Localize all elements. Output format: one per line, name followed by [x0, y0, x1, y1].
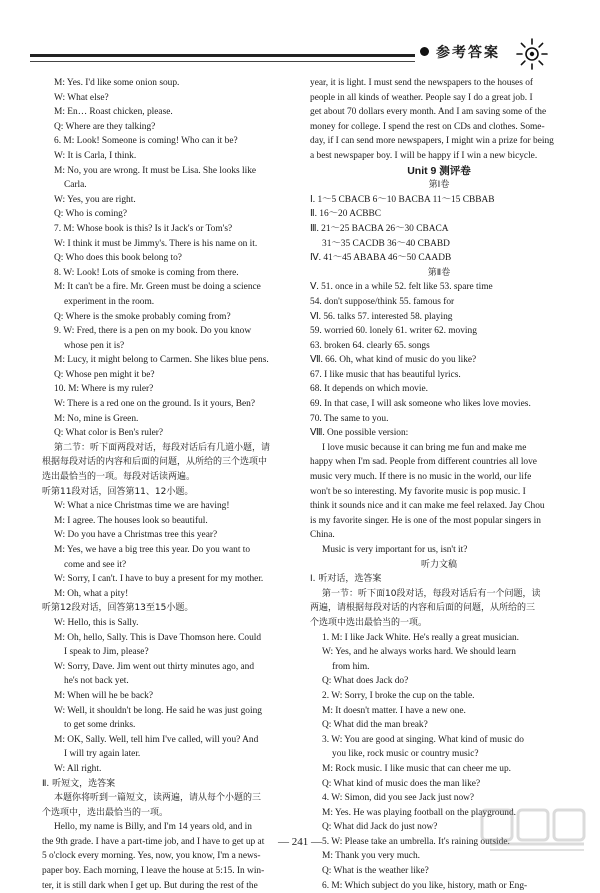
text-line: W: I think it must be Jimmy's. There is his name on it.: [54, 238, 258, 249]
text-line: 根据每段对话的内容和后面的问题，从所给的三个选项中: [42, 457, 268, 468]
text-line: 6. M: Which subject do you like, history, math or Eng-: [322, 880, 528, 891]
text-line: M: Yes. I'd like some onion soup.: [54, 78, 180, 88]
text-line: W: Do you have a Christmas tree this year?: [54, 530, 218, 541]
text-line: Q: Where are they talking?: [54, 121, 156, 132]
text-line: paper boy. Each morning, I leave the house at 5:15. In win-: [42, 866, 265, 877]
text-line: M: Lucy, it might belong to Carmen. She likes blue pens.: [54, 355, 269, 366]
text-line: 2. W: Sorry, I broke the cup on the table.: [322, 690, 475, 701]
text-line: Ⅳ. 41～45 ABABA 46～50 CAADB: [310, 253, 452, 264]
text-line: Music is very important for us, isn't it?: [322, 545, 468, 555]
text-line: 68. It depends on which movie.: [310, 384, 428, 395]
left-column: [42, 76, 300, 893]
text-line: people in all kinds of weather. People say I do a great job. I: [310, 92, 533, 103]
text-line: W: All right.: [54, 763, 102, 774]
text-line: is my favorite singer. He is one of the most popular singers in: [310, 515, 541, 526]
text-line: Ⅰ. 1～5 CBACB 6～10 BACBA 11～15 CBBAB: [310, 194, 495, 205]
text-line: M: It can't be a fire. Mr. Green must be doing a science: [54, 282, 261, 293]
text-line: Ⅲ. 21～25 BACBA 26～30 CBACA: [310, 223, 449, 234]
text-line: W: Well, it shouldn't be long. He said he was just going: [54, 705, 262, 716]
text-line: whose pen it is?: [64, 340, 125, 351]
right-column: [310, 76, 568, 893]
text-line: M: Oh, what a pity!: [54, 588, 129, 599]
text-line: Carla.: [64, 180, 87, 191]
text-line: Ⅱ. 16～20 ACBBC: [310, 209, 382, 220]
text-line: Unit 9 测评卷: [407, 164, 471, 177]
text-line: M: When will he be back?: [54, 690, 154, 701]
text-line: 本题你将听到一篇短文，读两遍，请从每个小题的三: [54, 793, 262, 804]
text-line: you like, rock music or country music?: [332, 749, 479, 760]
text-line: M: I agree. The houses look so beautiful.: [54, 515, 208, 526]
text-line: 67. I like music that has beautiful lyrics.: [310, 369, 461, 380]
text-line: 听力文稿: [420, 559, 457, 570]
text-line: money for college. I spend the rest on CDs and clothes. Some-: [310, 121, 545, 132]
text-line: the 9th grade. I have a part-time job, and I have to get up at: [42, 836, 265, 847]
text-line: M: OK, Sally. Well, tell him I've called, will you? And: [54, 734, 259, 745]
text-line: 3. W: You are good at singing. What kind of music do: [322, 734, 524, 745]
text-line: 5. W: Please take an umbrella. It's raining outside.: [322, 836, 510, 847]
text-line: Q: What kind of music does the man like?: [322, 778, 481, 789]
text-line: 听第12段对话，回答第13至15小题。: [42, 603, 194, 614]
text-line: M: It doesn't matter. I have a new one.: [322, 705, 466, 716]
text-line: he's not back yet.: [64, 676, 129, 687]
text-line: W: What a nice Christmas time we are having!: [54, 501, 230, 512]
text-line: M: Rock music. I like music that can cheer me up.: [322, 763, 512, 774]
page-header: [0, 0, 600, 66]
text-line: 1. M: I like Jack White. He's really a great musician.: [322, 632, 520, 643]
text-line: 听第11段对话，回答第11、12小题。: [42, 486, 194, 497]
text-line: ter, it is still dark when I get up. But during the rest of the: [42, 880, 258, 891]
text-line: think it sounds nice and it can make me feel relaxed. Jay Chou: [310, 501, 545, 512]
text-line: M: Yes, we have a big tree this year. Do you want to: [54, 545, 251, 555]
text-line: experiment in the room.: [64, 296, 155, 307]
sun-logo-icon: [514, 36, 550, 72]
text-line: W: It is Carla, I think.: [54, 150, 137, 161]
header-rule-thick: [30, 54, 415, 57]
text-line: a best newspaper boy. I will be happy if I win a new bicycle.: [310, 150, 538, 161]
header-rule-thin: [30, 61, 415, 62]
text-line: 63. broken 64. clearly 65. songs: [310, 340, 430, 351]
text-line: 8. W: Look! Lots of smoke is coming from there.: [54, 267, 239, 278]
text-line: 4. W: Simon, did you see Jack just now?: [322, 793, 475, 804]
text-line: Q: Who is coming?: [54, 209, 127, 220]
text-line: Ⅷ. One possible version:: [310, 428, 409, 439]
header-title: 参考答案: [436, 45, 500, 61]
text-line: to get some drinks.: [64, 720, 136, 731]
text-line: year, it is light. I must send the newspapers to the houses of: [310, 78, 534, 88]
header-bullet-icon: [420, 47, 429, 56]
text-line: won't be so interesting. My favorite music is pop music. I: [310, 486, 526, 497]
text-line: Ⅵ. 56. talks 57. interested 58. playing: [310, 311, 453, 322]
text-line: 选出最恰当的一项。每段对话读两遍。: [42, 472, 196, 483]
text-line: M: No, you are wrong. It must be Lisa. She looks like: [54, 165, 257, 176]
text-line: Hello, my name is Billy, and I'm 14 years old, and in: [54, 822, 252, 833]
text-line: 59. worried 60. lonely 61. writer 62. moving: [310, 326, 477, 337]
text-line: 10. M: Where is my ruler?: [54, 384, 154, 395]
text-line: Ⅴ. 51. once in a while 52. felt like 53. spare time: [310, 282, 493, 293]
text-line: Q: Whose pen might it be?: [54, 369, 155, 380]
text-line: 9. W: Fred, there is a pen on my book. Do you know: [54, 326, 252, 337]
text-line: 第Ⅰ卷: [428, 180, 450, 191]
text-line: Q: What is the weather like?: [322, 866, 429, 877]
text-line: Q: What color is Ben's ruler?: [54, 428, 164, 439]
text-line: 54. don't suppose/think 55. famous for: [310, 296, 455, 307]
text-line: Q: Who does this book belong to?: [54, 253, 182, 264]
text-line: get about 70 dollars every month. And I am saving some of the: [310, 107, 547, 118]
text-line: 个选项中选出最恰当的一项。: [310, 617, 428, 628]
text-line: 第一节：听下面10段对话，每段对话后有一个问题，读: [322, 588, 541, 599]
text-line: 6. M: Look! Someone is coming! Who can it be?: [54, 136, 238, 147]
text-line: W: Sorry, Dave. Jim went out thirty minutes ago, and: [54, 661, 255, 672]
text-line: day, if I can send more newspapers, I might win a prize for being: [310, 136, 554, 147]
text-line: I will try again later.: [64, 749, 141, 760]
text-line: 个选项中，选出最恰当的一项。: [42, 807, 169, 818]
text-line: 7. M: Whose book is this? Is it Jack's or Tom's?: [54, 223, 233, 234]
text-line: China.: [310, 530, 335, 541]
text-line: Q: What does Jack do?: [322, 676, 409, 687]
text-line: W: There is a red one on the ground. Is it yours, Ben?: [54, 399, 255, 410]
text-line: 69. In that case, I will ask someone who likes love movies.: [310, 399, 531, 410]
text-line: Ⅱ. 听短文，选答案: [42, 778, 116, 789]
text-line: 第二节：听下面两段对话，每段对话后有几道小题，请: [54, 442, 271, 453]
text-line: M: En… Roast chicken, please.: [54, 107, 173, 118]
text-line: 两遍，请根据每段对话的内容和后面的问题，从所给的三: [310, 603, 536, 614]
watermark-logo: [480, 808, 592, 854]
text-line: W: Yes, you are right.: [54, 194, 136, 205]
text-line: W: Sorry, I can't. I have to buy a present for my mother.: [54, 574, 264, 585]
text-line: W: Hello, this is Sally.: [54, 617, 139, 628]
text-line: 5 o'clock every morning. Yes, now, you know, I'm a news-: [42, 851, 261, 862]
text-line: Q: What did the man break?: [322, 720, 428, 731]
text-line: 70. The same to you.: [310, 413, 389, 424]
text-line: M: No, mine is Green.: [54, 413, 139, 424]
text-line: I speak to Jim, please?: [64, 647, 149, 658]
text-line: from him.: [332, 661, 370, 672]
text-line: M: Oh, hello, Sally. This is Dave Thomson here. Could: [54, 632, 262, 643]
text-line: come and see it?: [64, 559, 127, 570]
text-line: M: Yes. He was playing football on the playground.: [322, 807, 516, 818]
text-line: I love music because it can bring me fun and make me: [322, 442, 527, 453]
text-line: 第Ⅱ卷: [427, 267, 451, 278]
text-line: 31～35 CACDB 36～40 CBABD: [322, 238, 450, 249]
text-line: music very much. If there is no music in the world, our life: [310, 472, 532, 483]
text-line: W: What else?: [54, 92, 109, 103]
text-line: Ⅶ. 66. Oh, what kind of music do you like?: [310, 355, 477, 366]
text-line: W: Yes, and he always works hard. We should learn: [322, 647, 516, 658]
text-line: Q: What did Jack do just now?: [322, 822, 438, 833]
page-number: — 241 —: [278, 836, 322, 848]
text-line: happy when I'm sad. People from different countries all love: [310, 457, 537, 468]
text-line: Ⅰ. 听对话，选答案: [310, 574, 382, 585]
text-line: Q: Where is the smoke probably coming from?: [54, 311, 231, 322]
text-line: M: Thank you very much.: [322, 851, 420, 862]
